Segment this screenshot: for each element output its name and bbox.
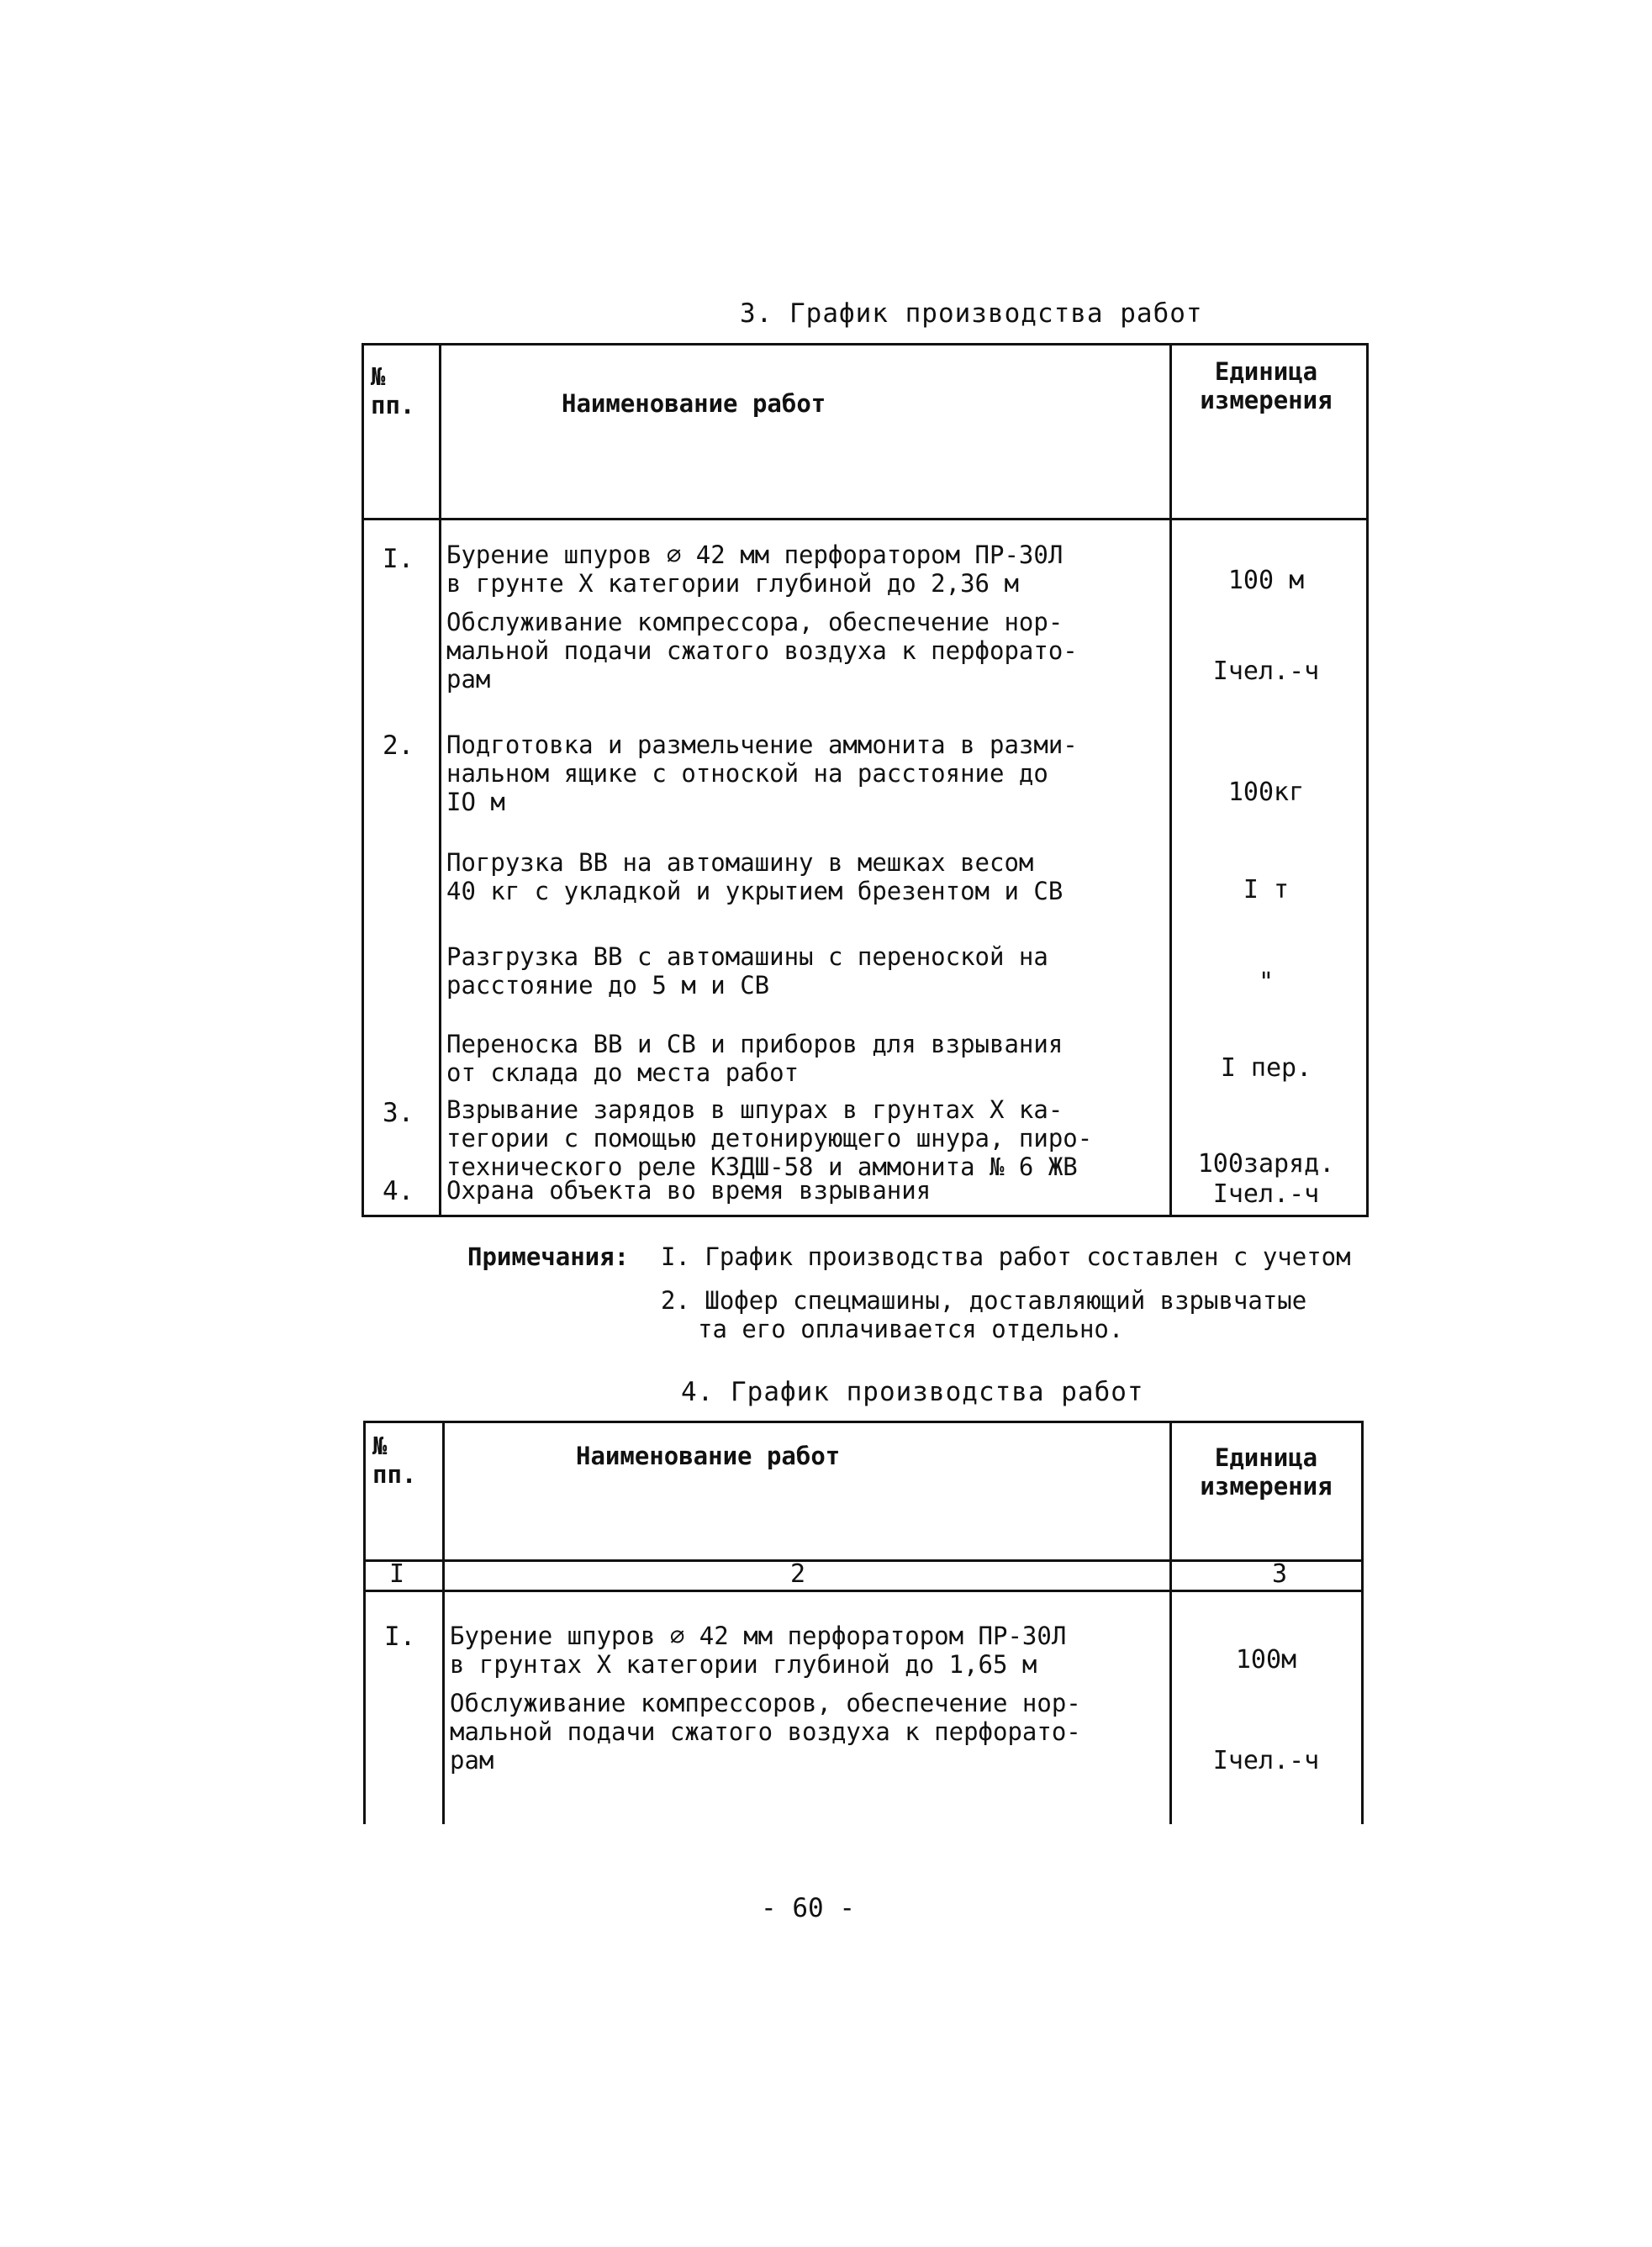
table3-header-name: Наименование работ bbox=[562, 389, 826, 418]
table3-row-name: Взрывание зарядов в шпурах в грунтах X ка- тегории с помощью детонирующего шнура, пиро- технического реле КЗДШ-58 и аммонита № 6 ЖВ bbox=[446, 1095, 1093, 1181]
notes-note1: I. График производства работ составлен с учетом bbox=[661, 1242, 1351, 1271]
table4-header-num: № пп. bbox=[372, 1432, 417, 1489]
table3-row-unit: Iчел.-ч bbox=[1212, 1179, 1320, 1209]
table3-col-divider-1 bbox=[439, 345, 441, 1215]
table3-row-unit: 100 м bbox=[1227, 566, 1305, 595]
table3-row-num: I. bbox=[383, 544, 414, 574]
table3-row-num: 2. bbox=[383, 731, 414, 761]
table4-header-divider bbox=[366, 1559, 1361, 1562]
table3 bbox=[362, 343, 1369, 1217]
table3-row-name: Бурение шпуров ∅ 42 мм перфоратором ПР-30Л в грунте X категории глубиной до 2,36 м bbox=[446, 541, 1064, 598]
table3-row-name: Подготовка и размельчение аммонита в разми- нальном ящике с отноской на расстояние до IO м bbox=[446, 731, 1078, 816]
notes-note2-line2: та его оплачивается отдельно. bbox=[698, 1315, 1124, 1343]
table3-row-unit: 100кг bbox=[1227, 778, 1305, 807]
table3-row-num: 4. bbox=[383, 1176, 414, 1206]
table3-row-unit: " bbox=[1258, 968, 1275, 997]
table4-colnum-1: I bbox=[389, 1559, 405, 1589]
table4-row-unit: Iчел.-ч bbox=[1212, 1746, 1320, 1775]
table3-row-unit: 100заряд. bbox=[1197, 1149, 1335, 1179]
notes-note2-line1: 2. Шофер спецмашины, доставляющий взрывчатые bbox=[661, 1286, 1307, 1315]
table3-row-name: Переноска ВВ и СВ и приборов для взрывания от склада до места работ bbox=[446, 1030, 1064, 1087]
table4-colnum-divider bbox=[366, 1590, 1361, 1592]
table4-row-unit: 100м bbox=[1235, 1645, 1297, 1675]
table3-row-unit: I т bbox=[1243, 875, 1290, 905]
table4-caption: 4. График производства работ bbox=[681, 1377, 1144, 1407]
table4-row-name: Обслуживание компрессоров, обеспечение нор- мальной подачи сжатого воздуха к перфорато- рам bbox=[450, 1689, 1081, 1775]
notes-label: Примечания: bbox=[467, 1242, 630, 1271]
page-number: - 60 - bbox=[761, 1893, 855, 1923]
table4-colnum-2: 2 bbox=[790, 1559, 806, 1589]
table3-col-divider-2 bbox=[1169, 345, 1172, 1215]
table4-header-unit: Единица измерения bbox=[1200, 1443, 1333, 1501]
table4 bbox=[363, 1421, 1364, 1824]
table3-row-unit: I пер. bbox=[1220, 1053, 1312, 1083]
table3-header-num: № пп. bbox=[371, 362, 415, 419]
table3-header-divider bbox=[364, 518, 1366, 520]
table3-row-name: Погрузка ВВ на автомашину в мешках весом 40 кг с укладкой и укрытием брезентом и СВ bbox=[446, 848, 1064, 905]
table3-row-name: Разгрузка ВВ с автомашины с переноской на расстояние до 5 м и СВ bbox=[446, 942, 1048, 1000]
table4-row-name: Бурение шпуров ∅ 42 мм перфоратором ПР-30Л в грунтах X категории глубиной до 1,65 м bbox=[450, 1622, 1067, 1679]
table3-row-name: Охрана объекта во время взрывания bbox=[446, 1176, 932, 1205]
table4-header-name: Наименование работ bbox=[576, 1442, 841, 1470]
table4-row-num: I. bbox=[384, 1622, 416, 1652]
table4-col-divider-2 bbox=[1169, 1423, 1172, 1824]
table4-col-divider-1 bbox=[442, 1423, 445, 1824]
table4-colnum-3: 3 bbox=[1272, 1559, 1288, 1589]
table3-row-num: 3. bbox=[383, 1098, 414, 1128]
table3-caption: 3. График производства работ bbox=[740, 298, 1203, 329]
table3-row-unit: Iчел.-ч bbox=[1212, 657, 1320, 686]
table3-header-unit: Единица измерения bbox=[1200, 357, 1333, 414]
table3-row-name: Обслуживание компрессора, обеспечение нор- мальной подачи сжатого воздуха к перфорато- рам bbox=[446, 608, 1078, 694]
